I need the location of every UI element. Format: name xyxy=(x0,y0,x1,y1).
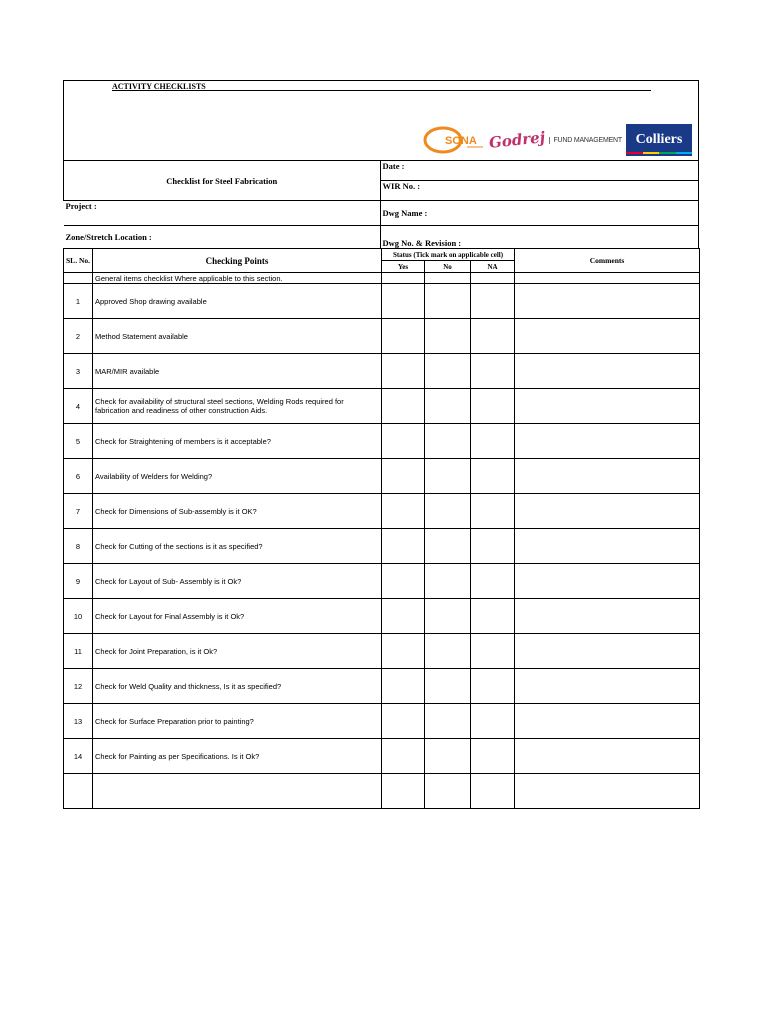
no-cell[interactable] xyxy=(425,739,471,774)
sona-logo xyxy=(423,125,485,155)
checking-point-cell: MAR/MIR available xyxy=(93,354,382,389)
checklist-rows xyxy=(64,284,700,809)
wir-field[interactable]: WIR No. : xyxy=(380,181,698,201)
yes-cell[interactable] xyxy=(382,424,425,459)
sl-cell: 7 xyxy=(64,494,93,529)
table-row xyxy=(64,774,700,809)
no-cell[interactable] xyxy=(425,564,471,599)
general-na-cell xyxy=(471,273,515,284)
na-cell[interactable] xyxy=(471,669,515,704)
no-cell[interactable] xyxy=(425,599,471,634)
na-cell[interactable] xyxy=(471,424,515,459)
logos-group xyxy=(423,123,692,157)
yes-cell[interactable] xyxy=(382,599,425,634)
sl-cell: 3 xyxy=(64,354,93,389)
yes-cell[interactable] xyxy=(382,529,425,564)
sl-cell: 9 xyxy=(64,564,93,599)
general-note: General items checklist Where applicable to this section. xyxy=(93,273,382,284)
sl-cell: 14 xyxy=(64,739,93,774)
sl-cell: 11 xyxy=(64,634,93,669)
no-cell[interactable] xyxy=(425,319,471,354)
table-row xyxy=(64,669,700,704)
checking-point-cell: Check for Surface Preparation prior to painting? xyxy=(93,704,382,739)
col-no-header: No xyxy=(425,261,471,273)
checking-point-cell: Check for Cutting of the sections is it as specified? xyxy=(93,529,382,564)
yes-cell[interactable] xyxy=(382,564,425,599)
comments-cell[interactable] xyxy=(515,354,700,389)
sl-cell: 6 xyxy=(64,459,93,494)
col-comments-header: Comments xyxy=(515,249,700,273)
activity-underline xyxy=(112,90,651,91)
no-cell[interactable] xyxy=(425,669,471,704)
comments-cell[interactable] xyxy=(515,459,700,494)
header-box xyxy=(63,80,699,161)
sl-cell: 1 xyxy=(64,284,93,319)
na-cell[interactable] xyxy=(471,634,515,669)
yes-cell[interactable] xyxy=(382,634,425,669)
sl-cell: 8 xyxy=(64,529,93,564)
comments-cell[interactable] xyxy=(515,774,700,809)
na-cell[interactable] xyxy=(471,389,515,424)
yes-cell[interactable] xyxy=(382,739,425,774)
checking-point-cell: Check for Straightening of members is it acceptable? xyxy=(93,424,382,459)
table-row xyxy=(64,704,700,739)
na-cell[interactable] xyxy=(471,354,515,389)
no-cell[interactable] xyxy=(425,634,471,669)
sl-cell: 5 xyxy=(64,424,93,459)
comments-cell[interactable] xyxy=(515,529,700,564)
checking-point-cell: Check for availability of structural steel sections, Welding Rods required for fabrication and readiness of other construction Aids. xyxy=(93,389,382,424)
na-cell[interactable] xyxy=(471,564,515,599)
na-cell[interactable] xyxy=(471,284,515,319)
yes-cell[interactable] xyxy=(382,669,425,704)
comments-cell[interactable] xyxy=(515,599,700,634)
checking-point-cell: Check for Layout for Final Assembly is it Ok? xyxy=(93,599,382,634)
table-row xyxy=(64,529,700,564)
checking-point-cell: Availability of Welders for Welding? xyxy=(93,459,382,494)
na-cell[interactable] xyxy=(471,494,515,529)
dwg-name-field[interactable]: Dwg Name : xyxy=(380,201,698,226)
col-points-header: Checking Points xyxy=(93,249,382,273)
comments-cell[interactable] xyxy=(515,389,700,424)
na-cell[interactable] xyxy=(471,529,515,564)
checklist-title: Checklist for Steel Fabrication xyxy=(64,161,381,201)
col-status-header: Status (Tick mark on applicable cell) xyxy=(382,249,515,261)
yes-cell[interactable] xyxy=(382,389,425,424)
table-row xyxy=(64,599,700,634)
general-yes-cell xyxy=(382,273,425,284)
sl-cell: 4 xyxy=(64,389,93,424)
table-row xyxy=(64,389,700,424)
project-field[interactable]: Project : xyxy=(64,201,381,226)
no-cell[interactable] xyxy=(425,354,471,389)
info-table xyxy=(63,160,699,249)
na-cell[interactable] xyxy=(471,739,515,774)
table-row xyxy=(64,354,700,389)
comments-cell[interactable] xyxy=(515,739,700,774)
no-cell[interactable] xyxy=(425,704,471,739)
na-cell[interactable] xyxy=(471,319,515,354)
zone-field[interactable]: Zone/Stretch Location : xyxy=(64,226,381,249)
no-cell[interactable] xyxy=(425,459,471,494)
checking-point-cell: Method Statement available xyxy=(93,319,382,354)
sl-cell: 10 xyxy=(64,599,93,634)
no-cell[interactable] xyxy=(425,424,471,459)
checking-point-cell: Check for Layout of Sub- Assembly is it Ok? xyxy=(93,564,382,599)
na-cell[interactable] xyxy=(471,599,515,634)
comments-cell[interactable] xyxy=(515,669,700,704)
sl-cell xyxy=(64,774,93,809)
table-row xyxy=(64,424,700,459)
checking-point-cell: Approved Shop drawing available xyxy=(93,284,382,319)
table-row xyxy=(64,634,700,669)
col-na-header: NA xyxy=(471,261,515,273)
yes-cell[interactable] xyxy=(382,319,425,354)
sl-cell: 2 xyxy=(64,319,93,354)
col-yes-header: Yes xyxy=(382,261,425,273)
sl-cell: 13 xyxy=(64,704,93,739)
fund-management-logo: FUND MANAGEMENT xyxy=(549,137,622,144)
yes-cell[interactable] xyxy=(382,774,425,809)
comments-cell[interactable] xyxy=(515,284,700,319)
table-row xyxy=(64,319,700,354)
na-cell[interactable] xyxy=(471,774,515,809)
no-cell[interactable] xyxy=(425,284,471,319)
no-cell[interactable] xyxy=(425,494,471,529)
comments-cell[interactable] xyxy=(515,704,700,739)
godrej-logo: Godrej xyxy=(488,128,547,152)
colliers-logo xyxy=(626,124,692,156)
checking-point-cell: Check for Joint Preparation, is it Ok? xyxy=(93,634,382,669)
colliers-logo-text: Colliers xyxy=(635,132,683,147)
col-sl-header: SL. No. xyxy=(64,249,93,273)
comments-cell[interactable] xyxy=(515,494,700,529)
checking-point-cell: Check for Dimensions of Sub-assembly is it OK? xyxy=(93,494,382,529)
date-field[interactable]: Date : xyxy=(380,161,698,181)
checking-point-cell: Check for Weld Quality and thickness, Is it as specified? xyxy=(93,669,382,704)
yes-cell[interactable] xyxy=(382,354,425,389)
colliers-stripe xyxy=(626,152,692,154)
na-cell[interactable] xyxy=(471,704,515,739)
general-no-cell xyxy=(425,273,471,284)
general-sl-cell xyxy=(64,273,93,284)
no-cell[interactable] xyxy=(425,529,471,564)
yes-cell[interactable] xyxy=(382,284,425,319)
no-cell[interactable] xyxy=(425,389,471,424)
dwg-rev-field[interactable]: Dwg No. & Revision : xyxy=(380,226,698,249)
yes-cell[interactable] xyxy=(382,494,425,529)
yes-cell[interactable] xyxy=(382,459,425,494)
table-row xyxy=(64,564,700,599)
checking-point-cell xyxy=(93,774,382,809)
general-comments-cell xyxy=(515,273,700,284)
yes-cell[interactable] xyxy=(382,704,425,739)
table-row xyxy=(64,459,700,494)
comments-cell[interactable] xyxy=(515,634,700,669)
sona-logo-text: SONA xyxy=(445,135,478,147)
table-row xyxy=(64,739,700,774)
sl-cell: 12 xyxy=(64,669,93,704)
no-cell[interactable] xyxy=(425,774,471,809)
comments-cell[interactable] xyxy=(515,319,700,354)
checklist-table xyxy=(63,248,700,809)
comments-cell[interactable] xyxy=(515,424,700,459)
comments-cell[interactable] xyxy=(515,564,700,599)
table-row xyxy=(64,494,700,529)
activity-title: ACTIVITY CHECKLISTS xyxy=(112,82,206,91)
checking-point-cell: Check for Painting as per Specifications. Is it Ok? xyxy=(93,739,382,774)
na-cell[interactable] xyxy=(471,459,515,494)
table-row xyxy=(64,284,700,319)
